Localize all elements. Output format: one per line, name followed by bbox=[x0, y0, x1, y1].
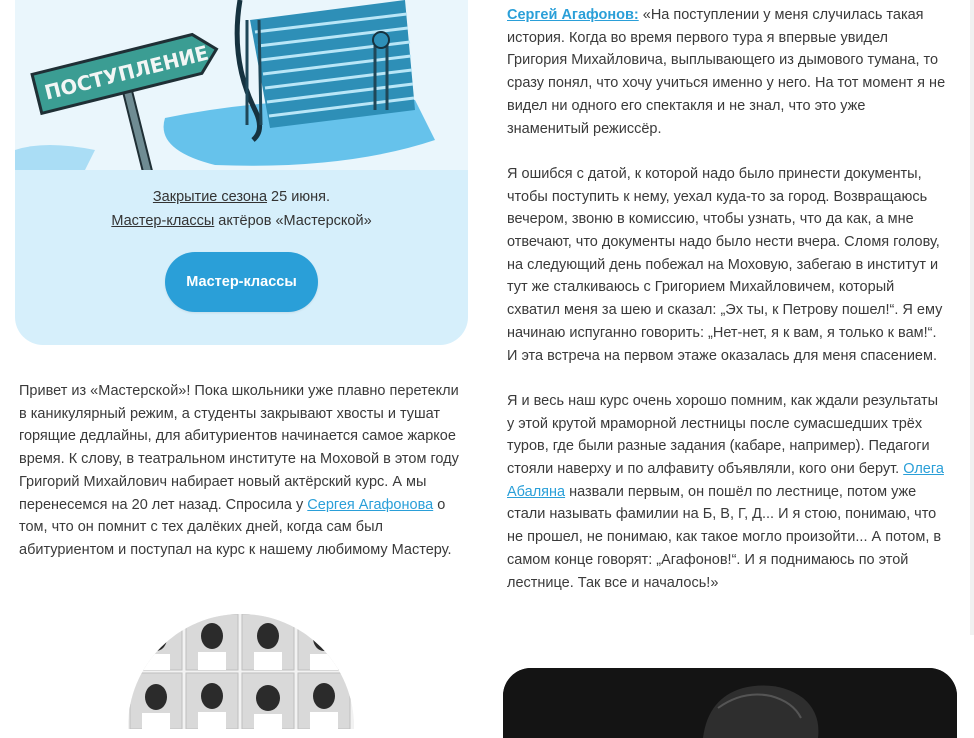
agafonov-link[interactable]: Сергея Агафонова bbox=[307, 496, 434, 513]
masterclasses-link[interactable]: Мастер-классы bbox=[111, 212, 215, 229]
staircase-illustration bbox=[15, 0, 468, 170]
story-text-3b: назвали первым, он пошёл по лестнице, потом уже стали называть фамилии на Б, В, Г, Д... И я стою, понимаю, что не прошел, не понимаю, как такое могло произойти... А потом, в самом конце говорят: „Агафонов!“. И я поднимаюсь по этой лестнице. Так все и началось!» bbox=[507, 483, 942, 591]
hero-card bbox=[15, 0, 468, 345]
intro-text-1: Привет из «Мастерской»! Пока школьники уже плавно перетекли в каникулярный режим, а студенты закрывают хвосты и тушат горящие дедлайны, для абитуриентов начинается самое жаркое время. К слову, в театральном институте на Моховой в этом году Григорий Михайлович набирает новый актёрский курс. А мы перенесемся на 20 лет назад. Спросила у bbox=[19, 383, 459, 513]
story-text-3a: Я и весь наш курс очень хорошо помним, как ждали результаты у этой крутой мраморной лестницы после сумасшедших трёх туров, где были разные задания (кабаре, например). Педагоги стояли наверху и по алфавиту объявляли, кого они берут. bbox=[507, 392, 939, 478]
scrollbar-track[interactable] bbox=[970, 0, 974, 635]
story-text-1: «На поступлении у меня случилась такая история. Когда во время первого тура я впервые увидел Григория Михайловича, выплывающего из дымового тумана, то сразу понял, что хочу учиться именно у него. На тот момент я не видел ни одного его спектакля и не знал, что это уже знаменитый режиссёр. bbox=[507, 7, 946, 137]
masterclasses-text: актёров «Мастерской» bbox=[214, 212, 372, 229]
story-paragraph-2: Я ошибся с датой, к которой надо было принести документы, чтобы поступить к нему, уехал куда-то за город. Возвращаюсь вечером, звоню в комиссию, чтобы узнать, что да как, а мне отвечают, что документы надо было нести вчера. Сломя голову, на следующий день побежал на Моховую, забегаю в институт и тут же сталкиваюсь с Григорием Михайловичем, который схватил меня за шею и сказал: „Эх ты, к Петрову пошел!“. Я ему начинаю испуганно говорить: „Нет-нет, я к вам, я только к вам!“. И эта встреча на первом этаже оказалась для меня спасением. bbox=[507, 165, 943, 364]
story-paragraph-3 bbox=[507, 390, 947, 594]
faces-collage-image bbox=[128, 614, 354, 729]
hero-caption bbox=[15, 186, 468, 233]
author-link[interactable]: Сергей Агафонов: bbox=[507, 7, 639, 23]
intro-paragraph bbox=[19, 380, 464, 562]
season-closing-date: 25 июня. bbox=[267, 189, 331, 205]
season-closing-link[interactable]: Закрытие сезона bbox=[152, 189, 268, 205]
story-paragraph-1 bbox=[507, 4, 947, 140]
portrait-photo bbox=[503, 668, 957, 738]
intro-text-2: о том, что он помнит с тех далёких дней, когда сам был абитуриентом и поступал на курс к нашему любимому Мастеру. bbox=[19, 496, 452, 558]
sign-text: ПОСТУПЛЕНИЕ bbox=[42, 39, 215, 105]
abalyan-link[interactable]: Олега Абаляна bbox=[507, 461, 944, 500]
masterclasses-button[interactable]: Мастер-классы bbox=[165, 252, 318, 312]
story-column bbox=[507, 4, 947, 617]
